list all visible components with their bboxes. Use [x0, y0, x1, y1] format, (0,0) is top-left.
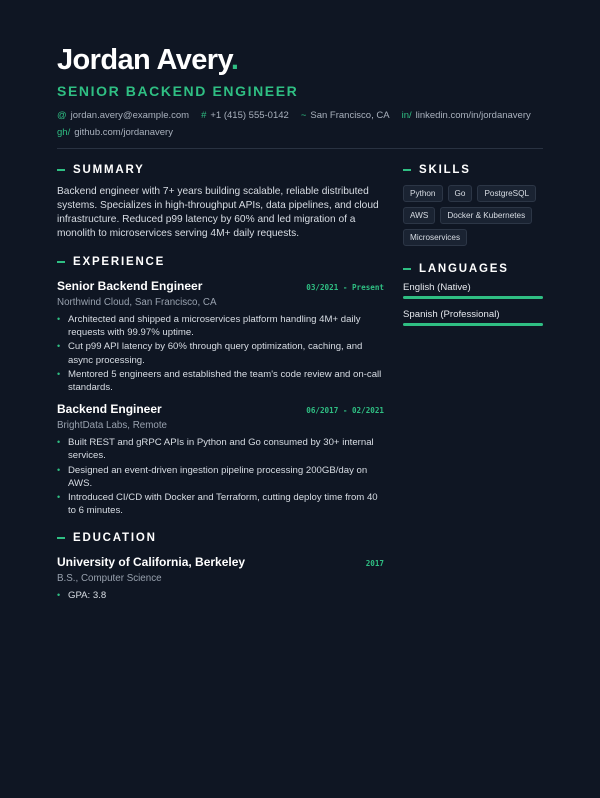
education-bullets: [57, 589, 384, 602]
bullet-dot-icon: •: [57, 492, 61, 503]
skill-chip: Docker & Kubernetes: [440, 207, 532, 224]
education-entry: [57, 555, 384, 602]
name-accent-dot: .: [230, 44, 239, 76]
language-item: [403, 282, 543, 299]
school-name: University of California, Berkeley: [57, 555, 246, 570]
job-header: [57, 402, 384, 417]
skills-heading-text: SKILLS: [419, 164, 471, 176]
heading-accent-bar: [57, 261, 65, 263]
bullet-text: Cut p99 API latency by 60% through query optimization, caching, and async processing.: [68, 341, 363, 366]
summary-heading: [57, 163, 384, 177]
summary-heading-text: SUMMARY: [73, 164, 145, 176]
job-title: Senior Backend Engineer: [57, 279, 203, 293]
contact-email[interactable]: [57, 110, 189, 121]
job-entry: [57, 402, 384, 517]
contact-linkedin-text: linkedin.com/in/jordanavery: [415, 110, 531, 121]
education-heading-text: EDUCATION: [73, 532, 157, 545]
language-name: Spanish (Professional): [403, 309, 500, 320]
job-bullets: [57, 313, 384, 394]
hash-icon: #: [201, 110, 207, 121]
bullet-text: Introduced CI/CD with Docker and Terraform, cutting deploy time from 40 to 6 minutes.: [68, 492, 378, 517]
contact-location-text: San Francisco, CA: [310, 110, 390, 121]
bullet-item: [57, 491, 384, 517]
bullet-text: Designed an event-driven ingestion pipeline processing 200GB/day on AWS.: [68, 464, 368, 489]
language-level-bar: [403, 296, 543, 299]
bullet-item: [57, 464, 384, 490]
bullet-item: [57, 340, 384, 366]
heading-accent-bar: [403, 169, 411, 171]
at-icon: @: [57, 110, 67, 121]
job-company: Northwind Cloud, San Francisco, CA: [57, 297, 217, 308]
candidate-name: [57, 44, 543, 76]
skills-list: [403, 185, 553, 246]
languages-heading: [403, 262, 543, 276]
bullet-item: [57, 313, 384, 339]
candidate-name-text: Jordan Avery: [57, 44, 231, 76]
github-icon: gh/: [57, 127, 71, 138]
bullet-dot-icon: •: [57, 341, 61, 352]
experience-heading-text: EXPERIENCE: [73, 256, 166, 268]
job-dates: 03/2021 - Present: [306, 283, 384, 292]
heading-accent-bar: [57, 169, 65, 171]
bullet-text: GPA: 3.8: [68, 590, 107, 602]
bullet-text: Mentored 5 engineers and established the team's code review and on-call standards.: [68, 368, 382, 394]
graduation-year: 2017: [365, 559, 384, 569]
skill-chip: Go: [448, 185, 473, 202]
language-name: English (Native): [403, 282, 471, 293]
content-columns: [57, 163, 543, 604]
heading-accent-bar: [57, 537, 65, 539]
bullet-text: Built REST and gRPC APIs in Python and Go consumed by 30+ internal services.: [68, 437, 374, 462]
contact-location: [301, 110, 390, 121]
bullet-dot-icon: •: [57, 437, 61, 448]
tilde-icon: ~: [300, 110, 307, 121]
degree: B.S., Computer Science: [57, 573, 162, 585]
job-bullets: [57, 436, 384, 517]
bullet-dot-icon: •: [57, 368, 61, 379]
bullet-text: Architected and shipped a microservices platform handling 4M+ daily requests with 99.97% uptime.: [68, 314, 361, 339]
skills-heading: [403, 163, 543, 177]
education-header: [57, 555, 384, 570]
contact-github[interactable]: [57, 127, 173, 138]
skill-chip: AWS: [403, 207, 435, 224]
skill-chip: Python: [403, 185, 443, 202]
education-heading: [57, 531, 384, 545]
linkedin-icon: in/: [401, 110, 412, 121]
contact-list: [57, 110, 543, 138]
job-dates: 06/2017 - 02/2021: [306, 406, 384, 416]
side-column: [403, 163, 543, 604]
skill-chip: PostgreSQL: [477, 185, 536, 202]
job-company: BrightData Labs, Remote: [57, 420, 167, 432]
contact-email-text: jordan.avery@example.com: [70, 110, 190, 121]
contact-phone-text: +1 (415) 555-0142: [210, 110, 289, 121]
job-header: [57, 279, 384, 294]
bullet-item: [57, 436, 384, 462]
bullet-item: [57, 368, 384, 394]
job-entry: [57, 279, 384, 394]
bullet-dot-icon: •: [57, 464, 61, 475]
contact-phone[interactable]: [201, 110, 289, 121]
bullet-dot-icon: •: [57, 590, 61, 601]
languages-heading-text: LANGUAGES: [419, 263, 509, 275]
contact-github-text: github.com/jordanavery: [74, 127, 173, 138]
language-level-bar: [403, 323, 543, 326]
skill-chip: Microservices: [403, 229, 467, 246]
experience-heading: [57, 255, 384, 269]
language-item: [403, 309, 543, 326]
language-level-fill: [403, 296, 543, 299]
bullet-dot-icon: •: [57, 314, 61, 324]
header-divider: [57, 148, 543, 149]
language-level-fill: [403, 323, 543, 326]
main-column: [57, 163, 384, 604]
bullet-item: [57, 589, 384, 602]
contact-linkedin[interactable]: [402, 110, 531, 121]
heading-accent-bar: [403, 268, 411, 270]
job-role-title: SENIOR BACKEND ENGINEER: [57, 83, 299, 99]
job-title: Backend Engineer: [57, 402, 162, 417]
summary-text: Backend engineer with 7+ years building scalable, reliable distributed systems. Specializes in high-throughput APIs, data pipelines, and cloud infrastructure. Reduced p99 latency by 60% and led migration of a monolith to microservices serving 4M+ daily requests.: [57, 186, 379, 239]
